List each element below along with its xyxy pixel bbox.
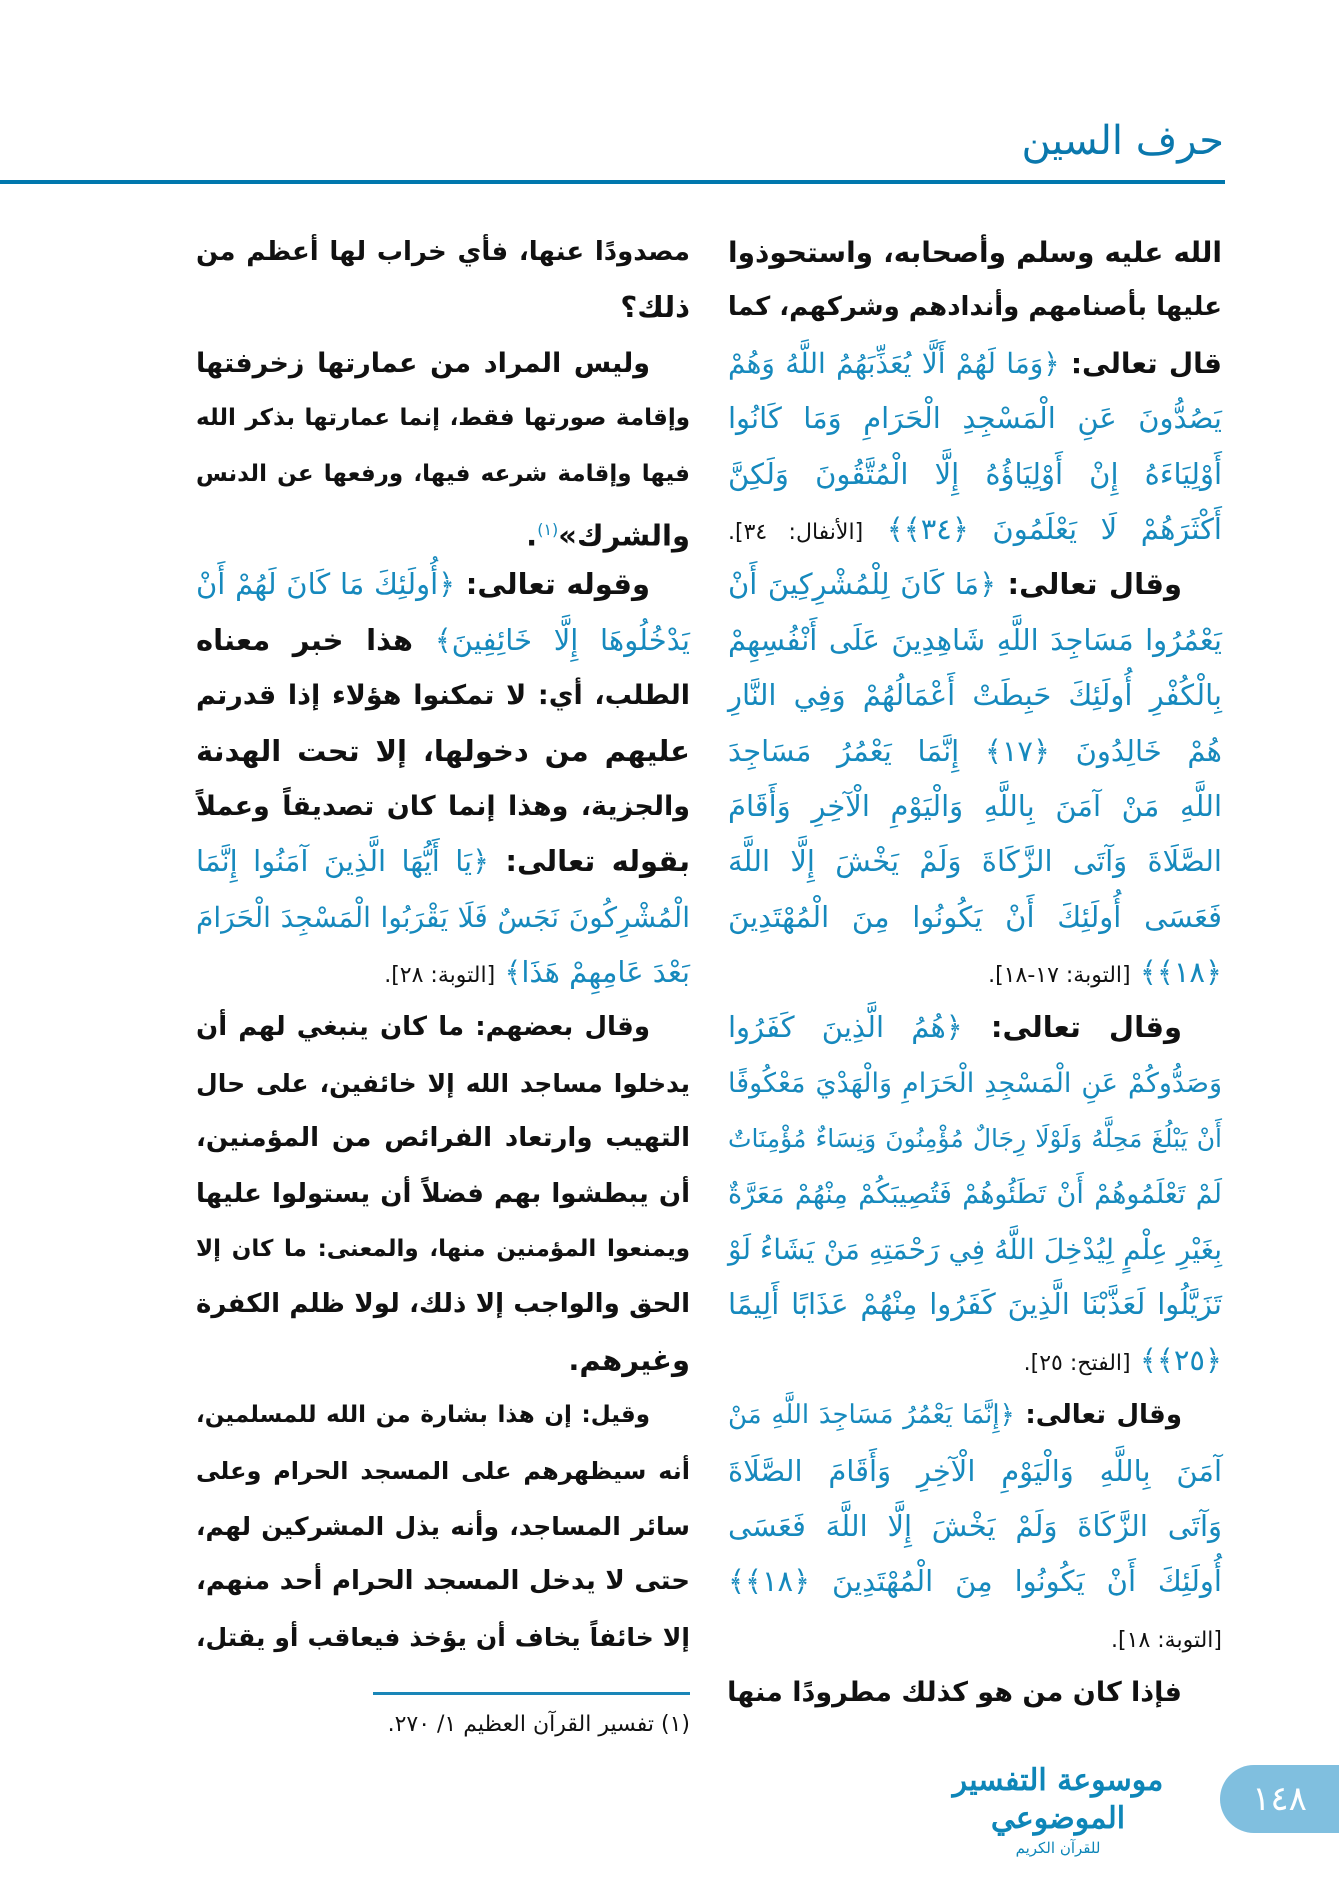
quran-verse: لَمْ تَعْلَمُوهُمْ أَنْ تَطَئُوهُمْ فَتُصِيبَكُمْ مِنْهُمْ مَعَرَّةٌ bbox=[728, 1178, 1222, 1210]
text-line bbox=[728, 557, 1222, 612]
quran-verse: تَزَيَّلُوا لَعَذَّبْنَا الَّذِينَ كَفَرُوا مِنْهُمْ عَذَابًا أَلِيمًا bbox=[728, 1287, 1222, 1322]
text-line bbox=[196, 1499, 690, 1554]
text-line bbox=[196, 557, 690, 612]
verse-reference: [التوبة: ١٨]. bbox=[1111, 1627, 1222, 1653]
text-line bbox=[728, 1444, 1222, 1499]
body-text: عليها بأصنامهم وأندادهم وشركهم، كما bbox=[727, 292, 1222, 323]
text-line bbox=[728, 447, 1222, 502]
text-line bbox=[196, 1277, 690, 1332]
text-line bbox=[196, 1554, 690, 1609]
text-line bbox=[728, 336, 1222, 391]
body-text: . bbox=[526, 518, 538, 553]
text-line bbox=[728, 613, 1222, 668]
text-line bbox=[196, 1388, 690, 1443]
text-line bbox=[728, 1167, 1222, 1222]
quran-verse: ﴿١٨﴾﴾ bbox=[1130, 955, 1222, 990]
body-text: ويمنعوا المؤمنين منها، والمعنى: ما كان إلا bbox=[196, 1236, 690, 1263]
body-text: الحق والواجب إلا ذلك، لولا ظلم الكفرة bbox=[196, 1289, 690, 1320]
text-line bbox=[728, 724, 1222, 779]
text-line bbox=[728, 1499, 1222, 1554]
quran-verse: اللَّهِ مَنْ آمَنَ بِاللَّهِ وَالْيَوْمِ الْآخِرِ وَأَقَامَ bbox=[728, 788, 1222, 823]
text-line bbox=[728, 1222, 1222, 1277]
quran-verse: ﴿هُمُ الَّذِينَ كَفَرُوا bbox=[728, 1010, 963, 1045]
text-line bbox=[196, 613, 690, 668]
body-text: والشرك» bbox=[558, 518, 690, 553]
body-text: وليس المراد من عمارتها زخرفتها bbox=[196, 347, 650, 379]
quran-verse: أَكْثَرَهُمْ لَا يَعْلَمُونَ ﴿٣٤﴾﴾ bbox=[863, 511, 1222, 546]
text-line bbox=[196, 1333, 690, 1388]
quran-verse: هُمْ خَالِدُونَ ﴿١٧﴾ إِنَّمَا يَعْمُرُ مَسَاجِدَ bbox=[728, 733, 1222, 768]
footnote-marker: (١) bbox=[537, 519, 559, 539]
quran-verse: ﴿وَمَا لَهُمْ أَلَّا يُعَذِّبَهُمُ اللَّهُ وَهُمْ bbox=[728, 346, 1060, 380]
text-line bbox=[196, 834, 690, 889]
body-text: حتى لا يدخل المسجد الحرام أحد منهم، bbox=[196, 1566, 690, 1597]
text-line bbox=[728, 1665, 1222, 1720]
body-text: أن يبطشوا بهم فضلاً أن يستولوا عليها bbox=[196, 1178, 690, 1209]
publisher-logo bbox=[933, 1762, 1183, 1858]
quran-verse: أَنْ يَبْلُغَ مَحِلَّهُ وَلَوْلَا رِجَالٌ مُؤْمِنُونَ وَنِسَاءٌ مُؤْمِنَاتٌ bbox=[728, 1124, 1222, 1154]
text-line bbox=[196, 1444, 690, 1499]
verse-reference: [التوبة: ٢٨]. bbox=[384, 963, 496, 989]
text-line bbox=[196, 1167, 690, 1222]
text-line bbox=[196, 890, 690, 945]
body-text: وإقامة صورتها فقط، إنما عمارتها بذكر الله bbox=[196, 405, 690, 432]
header-divider bbox=[0, 180, 1225, 184]
quran-verse: ﴿أُولَئِكَ مَا كَانَ لَهُمْ أَنْ bbox=[196, 567, 456, 602]
text-line bbox=[196, 447, 690, 502]
text-line bbox=[196, 391, 690, 446]
quran-verse: بِغَيْرِ عِلْمٍ لِيُدْخِلَ اللَّهُ فِي رَحْمَتِهِ مَنْ يَشَاءُ لَوْ bbox=[728, 1233, 1222, 1267]
text-line bbox=[728, 502, 1222, 557]
body-text: وقال تعالى: bbox=[962, 1010, 1182, 1045]
text-line bbox=[728, 391, 1222, 446]
body-text: وقال بعضهم: ما كان ينبغي لهم أن bbox=[196, 1012, 650, 1043]
quran-verse: الصَّلَاةَ وَآتَى الزَّكَاةَ وَلَمْ يَخْشَ إِلَّا اللَّهَ bbox=[728, 844, 1222, 879]
verse-reference: [التوبة: ١٧-١٨]. bbox=[988, 963, 1131, 989]
text-line bbox=[728, 1000, 1222, 1055]
quran-verse: يَصُدُّونَ عَنِ الْمَسْجِدِ الْحَرَامِ وَمَا كَانُوا bbox=[728, 401, 1222, 436]
quran-verse: ﴿إِنَّمَا يَعْمُرُ مَسَاجِدَ اللَّهِ مَنْ bbox=[728, 1400, 1015, 1431]
verse-reference: [الفتح: ٢٥]. bbox=[1023, 1350, 1131, 1376]
text-line bbox=[728, 1056, 1222, 1111]
quran-verse: آمَنَ بِاللَّهِ وَالْيَوْمِ الْآخِرِ وَأَقَامَ الصَّلَاةَ bbox=[728, 1453, 1222, 1488]
text-line bbox=[728, 668, 1222, 723]
body-text: التهيب وارتعاد الفرائص من المؤمنين، bbox=[196, 1123, 690, 1154]
text-line bbox=[196, 779, 690, 834]
body-text: وقال تعالى: bbox=[996, 567, 1182, 602]
text-line bbox=[728, 1333, 1222, 1388]
verse-reference: [الأنفال: ٣٤]. bbox=[728, 519, 864, 545]
quran-verse: بَعْدَ عَامِهِمْ هَذَا﴾ bbox=[495, 955, 690, 990]
logo-subtitle: للقرآن الكريم bbox=[1015, 1839, 1101, 1857]
text-line bbox=[196, 336, 690, 391]
text-line bbox=[196, 945, 690, 1000]
body-text: هذا خبر معناه bbox=[196, 622, 413, 657]
left-column bbox=[196, 225, 690, 1665]
text-line bbox=[728, 1111, 1222, 1166]
text-line bbox=[196, 668, 690, 723]
text-line bbox=[728, 225, 1222, 280]
text-line bbox=[728, 1277, 1222, 1332]
body-text: عليهم من دخولها، إلا تحت الهدنة bbox=[196, 733, 690, 768]
quran-verse: وَصَدُّوكُمْ عَنِ الْمَسْجِدِ الْحَرَامِ وَالْهَدْيَ مَعْكُوفًا bbox=[728, 1067, 1222, 1099]
quran-verse: الْمُشْرِكُونَ نَجَسٌ فَلَا يَقْرَبُوا الْمَسْجِدَ الْحَرَامَ bbox=[196, 900, 690, 934]
quran-verse: يَدْخُلُوهَا إِلَّا خَائِفِينَ﴾ bbox=[412, 622, 690, 657]
body-text: والجزية، وهذا إنما كان تصديقاً وعملاً bbox=[196, 790, 690, 822]
quran-verse: أَوْلِيَاءَهُ إِنْ أَوْلِيَاؤُهُ إِلَّا الْمُتَّقُونَ وَلَكِنَّ bbox=[728, 456, 1222, 491]
text-line bbox=[196, 1222, 690, 1277]
text-line bbox=[728, 280, 1222, 335]
body-text: فإذا كان من هو كذلك مطرودًا منها bbox=[727, 1677, 1182, 1709]
right-column bbox=[728, 225, 1222, 1721]
text-line bbox=[728, 1388, 1222, 1443]
body-text: سائر المساجد، وأنه يذل المشركين لهم، bbox=[196, 1511, 690, 1541]
text-line bbox=[196, 502, 690, 557]
body-text: وقال تعالى: bbox=[1014, 1400, 1182, 1431]
text-line bbox=[728, 1610, 1222, 1665]
quran-verse: وَآتَى الزَّكَاةَ وَلَمْ يَخْشَ إِلَّا اللَّهَ فَعَسَى bbox=[728, 1508, 1222, 1543]
text-line bbox=[196, 1610, 690, 1665]
chapter-title: حرف السين bbox=[1021, 118, 1224, 164]
quran-verse: ﴿يَا أَيُّهَا الَّذِينَ آمَنُوا إِنَّمَا bbox=[196, 844, 490, 879]
body-text: مصدودًا عنها، فأي خراب لها أعظم من bbox=[196, 237, 690, 267]
text-line bbox=[728, 945, 1222, 1000]
quran-verse: ﴿٢٥﴾﴾ bbox=[1130, 1342, 1222, 1377]
body-text: ذلك؟ bbox=[620, 290, 690, 325]
body-text: وقوله تعالى: bbox=[455, 567, 651, 602]
body-text: يدخلوا مساجد الله إلا خائفين، على حال bbox=[196, 1068, 690, 1098]
page-number-badge bbox=[1220, 1765, 1339, 1833]
quran-verse: يَعْمُرُوا مَسَاجِدَ اللَّهِ شَاهِدِينَ عَلَى أَنْفُسِهِمْ bbox=[728, 622, 1222, 657]
quran-verse: بِالْكُفْرِ أُولَئِكَ حَبِطَتْ أَعْمَالُهُمْ وَفِي النَّارِ bbox=[728, 678, 1222, 713]
text-line bbox=[728, 890, 1222, 945]
text-line bbox=[196, 1111, 690, 1166]
text-line bbox=[728, 1554, 1222, 1609]
page-number: ١٤٨ bbox=[1252, 1779, 1307, 1819]
body-text: الله عليه وسلم وأصحابه، واستحوذوا bbox=[728, 236, 1222, 269]
body-text: أنه سيظهرهم على المسجد الحرام وعلى bbox=[196, 1456, 690, 1485]
body-text: قال تعالى: bbox=[1059, 346, 1222, 380]
quran-verse: ﴿مَا كَانَ لِلْمُشْرِكِينَ أَنْ bbox=[728, 567, 997, 602]
text-line bbox=[196, 225, 690, 280]
text-line bbox=[196, 1000, 690, 1055]
body-text: وقيل: إن هذا بشارة من الله للمسلمين، bbox=[196, 1402, 650, 1429]
footnote: (١) تفسير القرآن العظيم ١/ ٢٧٠. bbox=[387, 1712, 690, 1737]
text-line bbox=[196, 1056, 690, 1111]
quran-verse: أُولَئِكَ أَنْ يَكُونُوا مِنَ الْمُهْتَدِينَ ﴿١٨﴾﴾ bbox=[728, 1564, 1222, 1599]
footnote-divider bbox=[373, 1692, 690, 1695]
body-text: وغيرهم. bbox=[568, 1342, 690, 1377]
body-text: بقوله تعالى: bbox=[489, 844, 690, 879]
text-line bbox=[196, 280, 690, 335]
body-text: الطلب، أي: لا تمكنوا هؤلاء إذا قدرتم bbox=[196, 680, 690, 712]
quran-verse: فَعَسَى أُولَئِكَ أَنْ يَكُونُوا مِنَ الْمُهْتَدِينَ bbox=[728, 899, 1222, 934]
body-text: فيها وإقامة شرعه فيها، ورفعها عن الدنس bbox=[196, 460, 690, 487]
body-text: إلا خائفاً يخاف أن يؤخذ فيعاقب أو يقتل، bbox=[196, 1622, 690, 1652]
text-line bbox=[728, 779, 1222, 834]
text-line bbox=[196, 724, 690, 779]
logo-title: موسوعة التفسير الموضوعي bbox=[952, 1763, 1164, 1836]
text-line bbox=[728, 834, 1222, 889]
